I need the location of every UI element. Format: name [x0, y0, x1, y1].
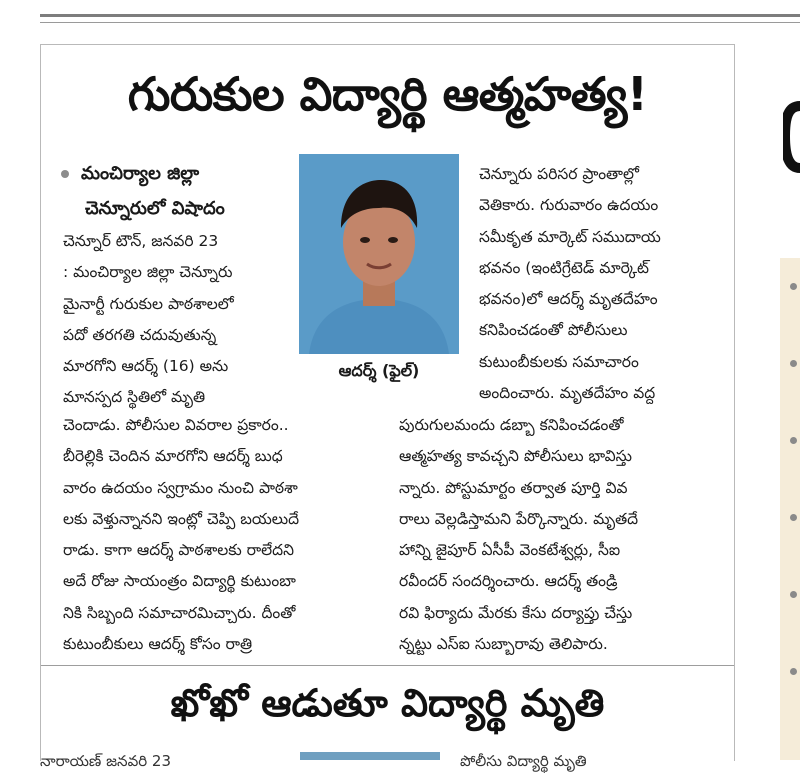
side-bullet [790, 437, 797, 444]
text-line: రవీందర్ సందర్శించారు. ఆదర్శ్ తండ్రి [399, 572, 618, 591]
article-divider [41, 665, 734, 666]
second-article-text-left: నారాయణ్ జనవరి 23 [40, 752, 171, 770]
text-line: మైనార్టీ గురుకుల పాఠశాలలో [63, 294, 234, 313]
side-panel [780, 258, 800, 760]
text-line: ఆత్మహత్య కావచ్చని పోలీసులు భావిస్తు [399, 447, 632, 466]
text-line: మారగోని ఆదర్శ్ (16) అను [63, 357, 229, 376]
side-bullet [790, 591, 797, 598]
article-box [40, 44, 735, 761]
text-line: రాడు. కాగా ఆదర్శ్ పాఠశాలకు రాలేదని [63, 541, 294, 560]
text-line: భవనం)లో ఆదర్శ్ మృతదేహం [479, 290, 658, 309]
column-lower-right [399, 410, 719, 660]
text-line: కనిపించడంతో పోలీసులు [479, 321, 628, 340]
student-photo [299, 154, 459, 354]
top-rule-thin [40, 22, 800, 23]
text-line: న్నట్టు ఎస్ఐ సుబ్బారావు తెలిపారు. [399, 635, 608, 654]
top-rule [40, 14, 800, 17]
text-line: చెన్నూరు పరిసర ప్రాంతాల్లో [479, 165, 639, 183]
bullet-icon [61, 170, 69, 178]
side-bullet [790, 514, 797, 521]
side-headline-fragment [783, 96, 800, 178]
second-article-headline: ఖోఖో ఆడుతూ విద్యార్థి మృతి [170, 681, 605, 725]
text-line: : మంచిర్యాల జిల్లా చెన్నూరు [63, 263, 233, 282]
text-line: చెందాడు. పోలీసుల వివరాల ప్రకారం.. [63, 416, 289, 434]
column-1 [63, 226, 293, 414]
text-line: వెతికారు. గురువారం ఉదయం [479, 196, 659, 215]
column-3 [479, 159, 719, 409]
article-subheading-2: చెన్నూరులో విషాదం [85, 198, 225, 219]
article-subheading-1 [61, 163, 199, 188]
text-line: కుటుంబీకులు ఆదర్శ్ కోసం రాత్రి [63, 635, 253, 654]
side-bullet [790, 283, 797, 290]
text-line: పురుగులమందు డబ్బా కనిపించడంతో [399, 416, 624, 434]
text-line: హాన్ని జైపూర్ ఏసీపీ వెంకటేశ్వర్లు, సీఐ [399, 541, 621, 560]
text-line: అందించారు. మృతదేహం వద్ద [479, 384, 656, 403]
article-headline: గురుకుల విద్యార్థి ఆత్మహత్య! [127, 67, 648, 121]
text-line: వారం ఉదయం స్వగ్రామం నుంచి పాఠశా [63, 478, 298, 497]
text-line: రవి ఫిర్యాదు మేరకు కేసు దర్యాప్తు చేస్తు [399, 603, 633, 622]
text-line: బీరెల్లికి చెందిన మారగోని ఆదర్శ్ బుధ [63, 447, 283, 466]
text-line: న్నారు. పోస్టుమార్టం తర్వాత పూర్తి వివ [399, 478, 628, 497]
text-line: భవనం (ఇంటిగ్రేటెడ్ మార్కెట్ [479, 258, 649, 277]
side-bullet [790, 360, 797, 367]
text-line: మానస్పద స్థితిలో మృతి [63, 388, 206, 407]
text-line: అదే రోజు సాయంత్రం విద్యార్థి కుటుంబా [63, 572, 296, 591]
text-line: కుటుంబీకులకు సమాచారం [479, 352, 639, 371]
column-lower-left [63, 410, 388, 660]
side-glyph-graphic [783, 96, 800, 178]
second-article-photo [300, 752, 440, 760]
text-line: చెన్నూర్ టౌన్, జనవరి 23 [63, 232, 219, 250]
text-line: లకు వెళ్తున్నానని ఇంట్లో చెప్పి బయలుదే [63, 509, 300, 528]
photo-caption: ఆదర్శ్ (ఫైల్) [338, 361, 420, 380]
side-bullet [790, 668, 797, 675]
text-line: నికి సిబ్బంది సమాచారమిచ్చారు. దీంతో [63, 603, 296, 622]
subheading-1-text: మంచిర్యాల జిల్లా [81, 163, 200, 184]
portrait-illustration [299, 154, 459, 354]
second-article-text-right: పోలీసు విద్యార్థి మృతి [460, 752, 587, 770]
text-line: రాలు వెల్లడిస్తామని పేర్కొన్నారు. మృతదే [399, 509, 639, 528]
text-line: పదో తరగతి చదువుతున్న [63, 325, 217, 344]
text-line: సమీకృత మార్కెట్ సముదాయ [479, 227, 661, 246]
